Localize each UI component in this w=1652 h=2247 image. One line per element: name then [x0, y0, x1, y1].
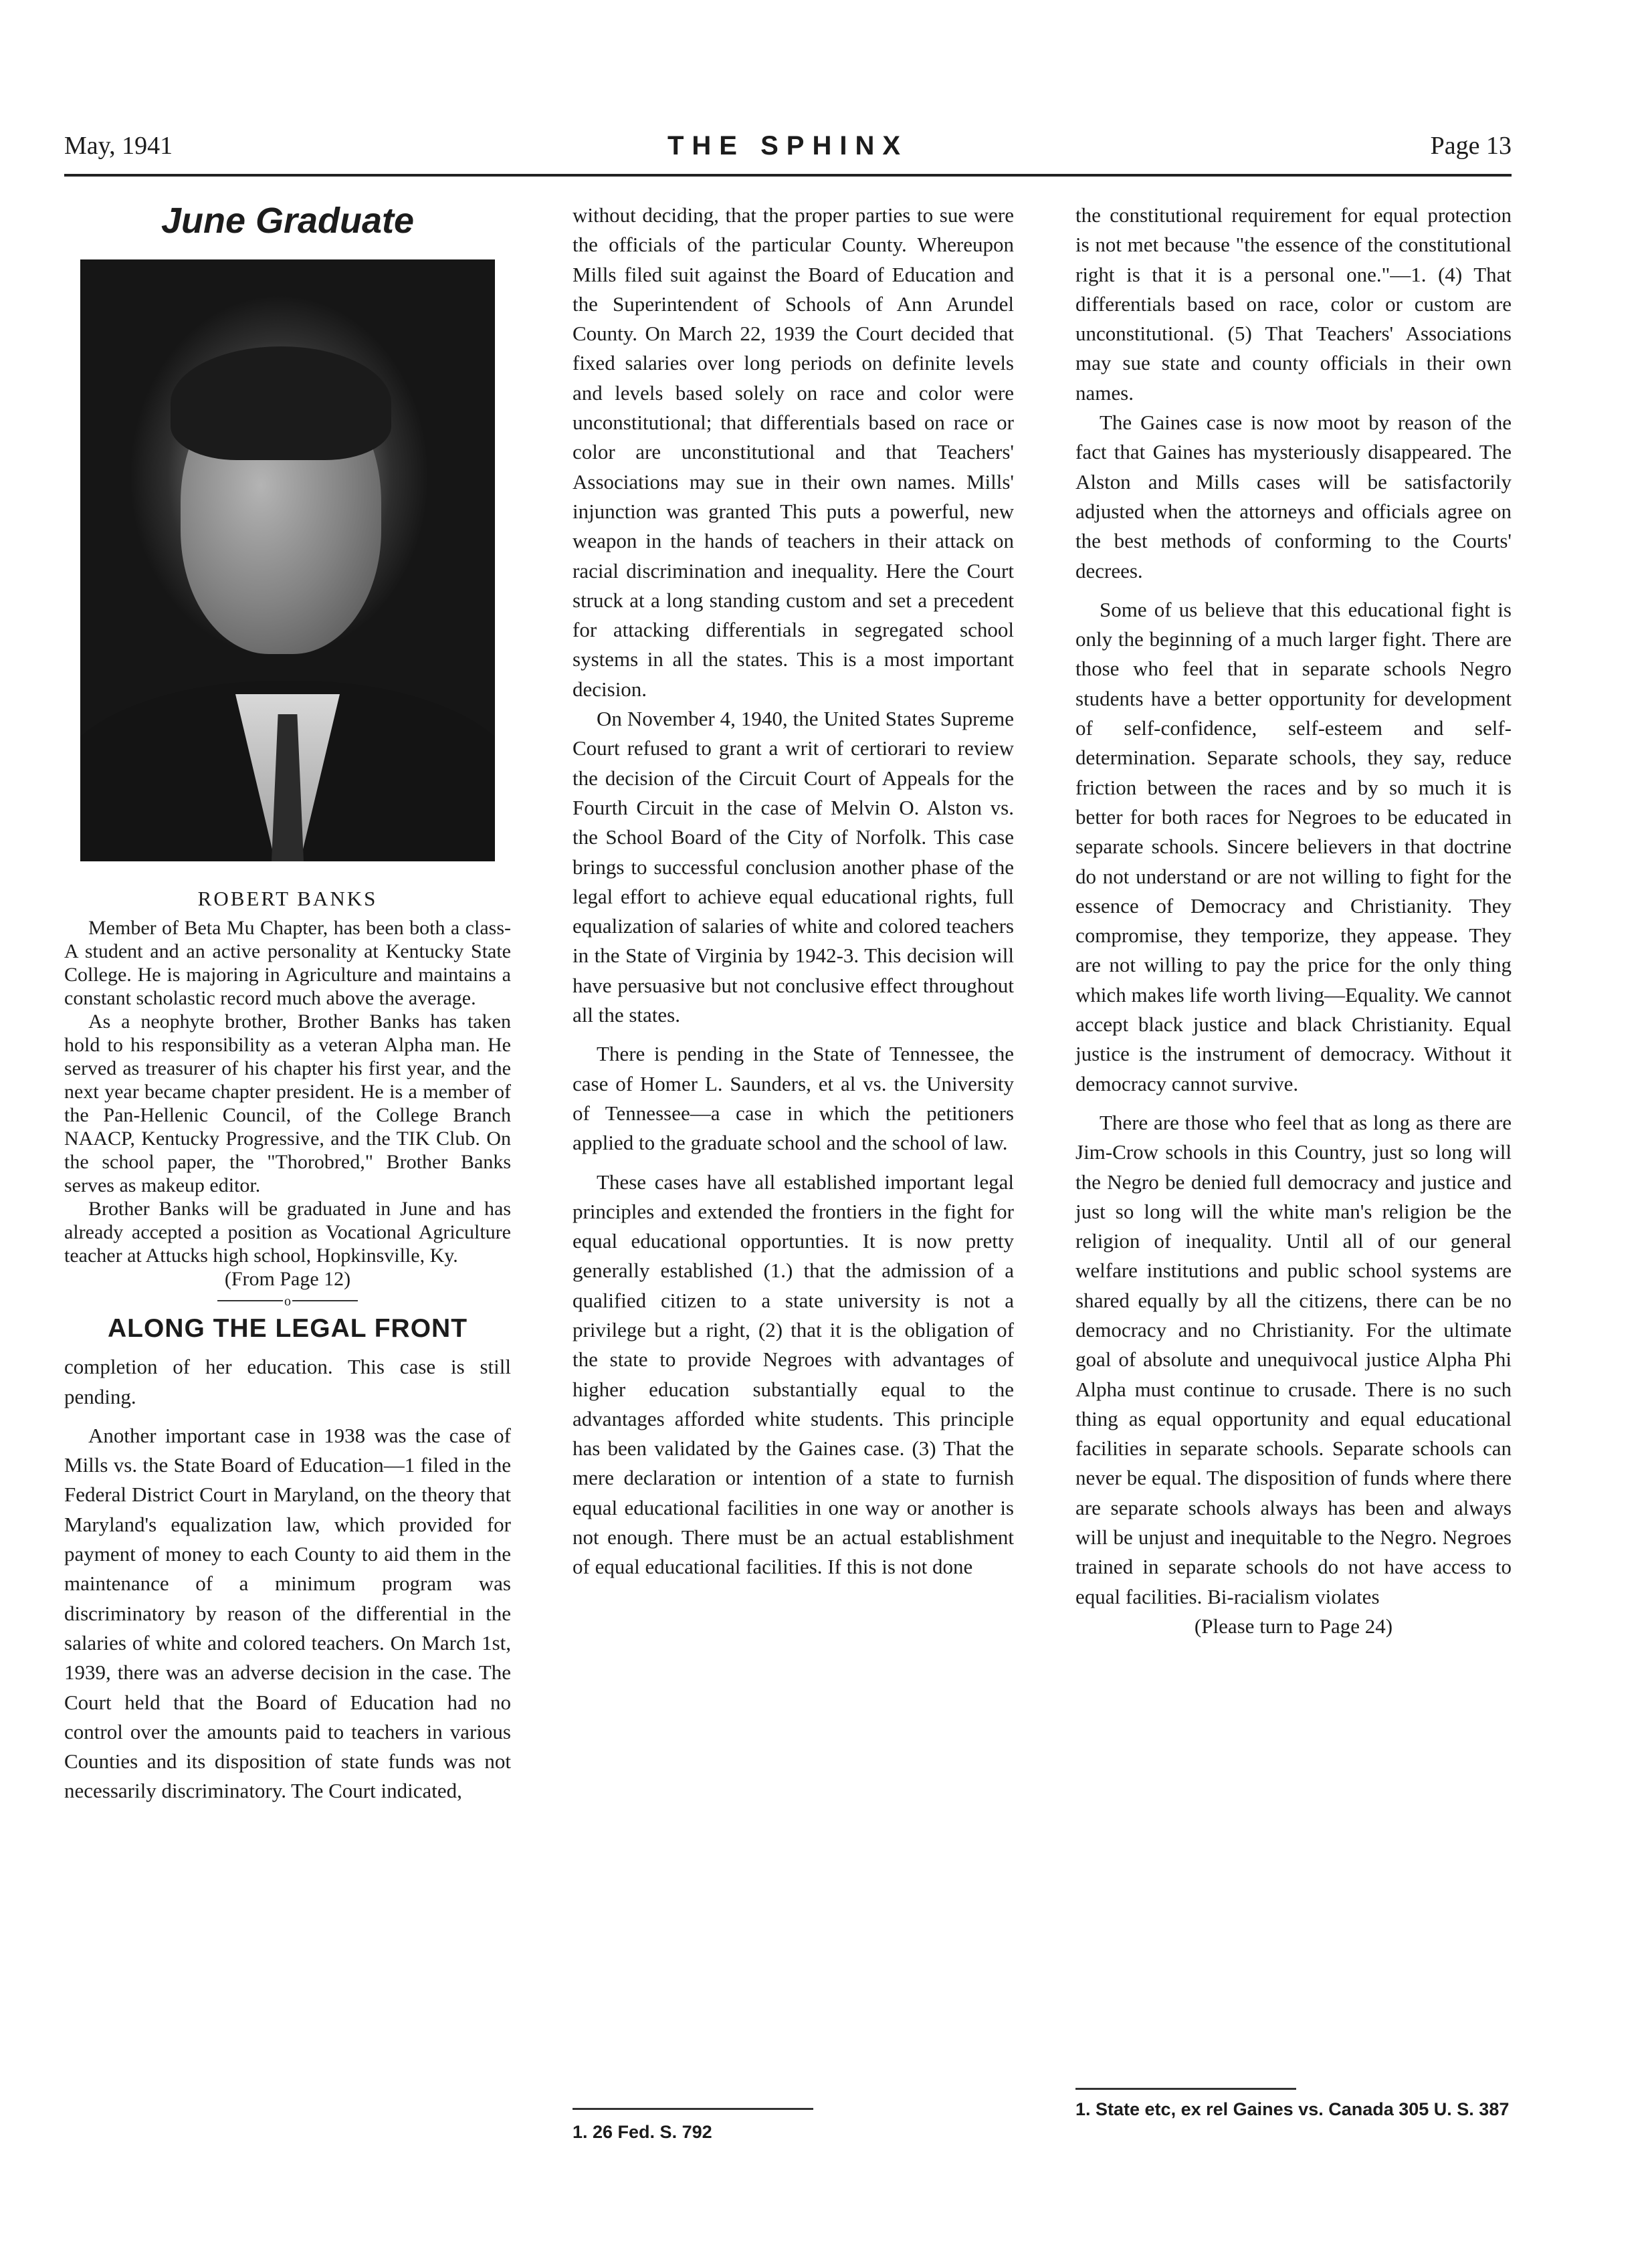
section-title: ALONG THE LEGAL FRONT [107, 1314, 468, 1344]
graduate-heading: June Graduate [161, 201, 415, 241]
continued-from-label: (From Page 12) [224, 1268, 351, 1291]
bio-paragraph: Member of Beta Mu Chapter, has been both a class-A student and an active personality at Kentucky State College. He is majoring in Agriculture and maintains a constant scholastic record much above the average. [64, 917, 511, 1010]
page-number: Page 13 [1430, 132, 1512, 160]
column-2 [573, 201, 1014, 1582]
article-paragraph: completion of her education. This case is still pending. [64, 1355, 511, 1408]
footnote-rule [573, 2108, 813, 2110]
graduate-bio [64, 916, 511, 1291]
column-3 [1075, 201, 1512, 1641]
article-paragraph: The Gaines case is now moot by reason of the fact that Gaines has mysteriously disappeared. The Alston and Mills cases will be satisfactorily adjusted when the attorneys and officials agree on the best methods of conforming to the Courts' decrees. [1075, 411, 1512, 582]
article-paragraph: There is pending in the State of Tennessee, the case of Homer L. Saunders, et al vs. the University of Tennessee—a case in which the petitioners applied to the graduate school and the school of law. [573, 1042, 1014, 1155]
continued-on-label: (Please turn to Page 24) [1194, 1614, 1393, 1638]
article-paragraph: without deciding, that the proper parties to sue were the officials of the particular County. Whereupon Mills filed suit against the Board of Education and the Superintendent of Schools of Ann Arundel County. On March 22, 1939 the Court decided that fixed salaries over long periods on definite levels and levels based solely on race and color were unconstitutional; that differentials based on race or color are unconstitutional and that Teachers' Associations may sue in their own names. Mills' injunction was granted This puts a powerful, new weapon in the hands of teachers in their attack on racial discrimination and inequality. Here the Court struck at a long standing custom and set a precedent for attacking differentials in segregated school systems in all the states. This is a most important decision. [573, 203, 1014, 701]
section-divider [217, 1294, 358, 1309]
footnote-col2: 1. 26 Fed. S. 792 [573, 2122, 712, 2142]
article-paragraph: Another important case in 1938 was the case of Mills vs. the State Board of Education—1 filed in the Federal District Court in Maryland, on the theory that Maryland's equalization law, which provided for payment of money to each County to aid them in the maintenance of a minimum program was discriminatory by reason of the differential in the salaries of white and colored teachers. On March 1st, 1939, there was an adverse decision in the case. The Court held that the Board of Education had no control over the amounts paid to teachers in various Counties and its disposition of state funds was not necessarily discriminatory. The Court indicated, [64, 1423, 511, 1803]
footnote-col3: 1. State etc, ex rel Gaines vs. Canada 305 U. S. 387 [1075, 2099, 1510, 2119]
article-paragraph: Some of us believe that this educational fight is only the beginning of a much larger fight. There are those who feel that in separate schools Negro students have a better opportunity for development of self-confidence, self-esteem and self-determination. Separate schools, they say, reduce friction between the races and by so much it is better for both races for Negroes to be educated in separate schools. Sincere believers in that doctrine do not understand or are not willing to fight for the essence of Democracy and Christianity. They compromise, they temporize, they appease. They are not willing to pay the price for the only thing which makes life worth living—Equality. We cannot accept black justice and black Christianity. Equal justice is the instrument of democracy. Without it democracy cannot survive. [1075, 597, 1512, 1095]
issue-date: May, 1941 [64, 132, 173, 160]
column-1 [64, 201, 511, 1806]
portrait-photo [80, 259, 495, 861]
article-paragraph: the constitutional requirement for equal protection is not met because "the essence of the constitutional right is that it is a personal one."—1. (4) That differentials based on race, color or custom are unconstitutional. (5) That Teachers' Associations may sue state and county officials in their own names. [1075, 203, 1512, 405]
bio-paragraph: Brother Banks will be graduated in June and has already accepted a position as Vocational Agriculture teacher at Attucks high school, Hopkinsville, Ky. [64, 1198, 511, 1267]
article-paragraph: On November 4, 1940, the United States Supreme Court refused to grant a writ of certiorari to review the decision of the Circuit Court of Appeals for the Fourth Circuit in the case of Melvin O. Alston vs. the School Board of the City of Norfolk. This case brings to successful conclusion another phase of the legal effort to achieve equal educational rights, full equalization of salaries of white and colored teachers in the State of Virginia by 1942-3. This decision will have persuasive but not conclusive effect throughout all the states. [573, 707, 1014, 1027]
article-paragraph: These cases have all established important legal principles and extended the frontiers in the fight for equal educational opportunties. It is now pretty generally established (1.) that the admission of a qualified citizen to a state university is not a privilege but a right, (2) that it is the obligation of the state to provide Negroes with advantages of higher education substantially equal to the advantages afforded white students. This principle has been validated by the Gaines case. (3) That the mere declaration or intention of a state to furnish equal educational facilities in one way or another is not enough. There must be an actual establishment of equal educational facilities. If this is not done [573, 1170, 1014, 1579]
magazine-title: THE SPHINX [667, 131, 909, 160]
bio-paragraph: As a neophyte brother, Brother Banks has taken hold to his responsibility as a veteran Alpha man. He served as treasurer of his chapter his first year, and the next year became chapter president. He is a member of the Pan-Hellenic Council, of the College Branch NAACP, Kentucky Progressive, and the TIK Club. On the school paper, the "Thorobred," Brother Banks serves as makeup editor. [64, 1010, 511, 1197]
divider-mark: o [284, 1294, 291, 1309]
footnote-rule [1075, 2088, 1296, 2090]
graduate-name: ROBERT BANKS [197, 887, 378, 910]
page-header [64, 131, 1512, 177]
article-paragraph: There are those who feel that as long as there are Jim-Crow schools in this Country, just so long will the Negro be denied full democracy and justice and just so long will the white man's religion be the religion of inequality. Until all of our general welfare institutions and public school systems are shared equally by all the citizens, there can be no democracy and no Christianity. For the ultimate goal of absolute and unequivocal justice Alpha Phi Alpha must continue to crusade. There is no such thing as equal opportunity and equal educational facilities in separate schools. Separate schools can never be equal. The disposition of funds where there are separate schools always has been and always will be unjust and inequitable to the Negro. Negroes trained in separate schools do not have access to equal facilities. Bi-racialism violates [1075, 1110, 1512, 1608]
